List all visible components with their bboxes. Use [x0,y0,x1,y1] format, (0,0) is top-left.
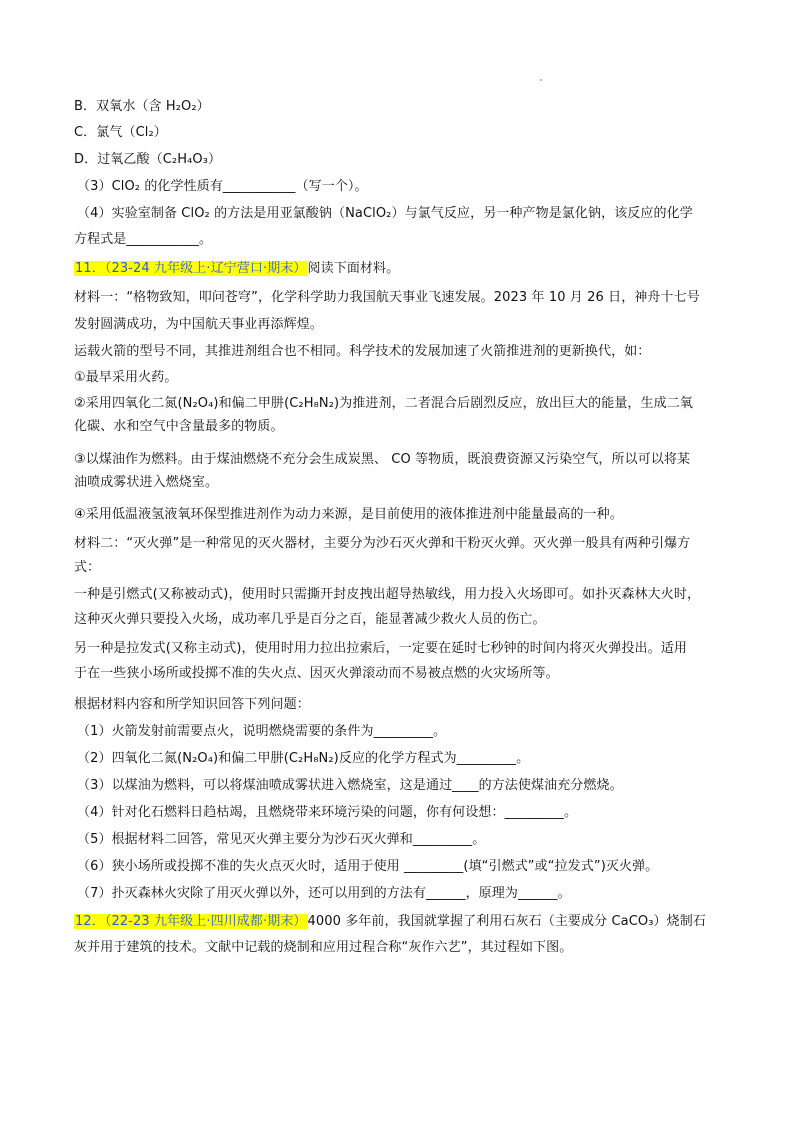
option-b: B．双氧水（含 H₂O₂） [74,99,210,114]
material-line: 运载火箭的型号不同，其推进剂组合也不相同。科学技术的发展加速了火箭推进剂的更新换代，如： [74,344,651,359]
material-line: 这种灭火弹只要投入火场，成功率几乎是百分之百，能显著减少救火人员的伤亡。 [74,612,546,627]
material-line: ①最早采用火药。 [74,370,178,385]
question-10-4-cont: 方程式是___________。 [74,232,213,247]
material-line: ③以煤油作为燃料。由于煤油燃烧不充分会生成炭黑、 CO 等物质，既浪费资源又污染空气，所以可以将某 [74,452,691,467]
material-line: 于在一些狭小场所或投掷不准的失火点、因灭火弹滚动而不易被点燃的火灾场所等。 [74,666,559,681]
question-11-1: （1）火箭发射前需要点火，说明燃烧需要的条件为_________。 [77,724,447,739]
question-11-5: （5）根据材料二回答，常见灭火弹主要分为沙石灭火弹和_________。 [77,832,486,847]
question-11-3: （3）以煤油为燃料，可以将煤油喷成雾状进入燃烧室，这是通过____的方法使煤油充分燃烧。 [77,778,623,793]
question-11-6: （6）狭小场所或投掷不准的失火点灭火时，适用于使用 _________(填“引燃式”或“拉发式”)灭火弹。 [77,859,659,874]
option-c: C．氯气（Cl₂） [74,125,167,140]
question-12-text-cont: 灰并用于建筑的技术。文献中记载的烧制和应用过程合称“灰作六艺”，其过程如下图。 [74,940,573,955]
material-line: 一种是引燃式(又称被动式)，使用时只需撕开封皮拽出超导热敏线，用力投入火场即可。如扑灭森林大火时， [74,587,701,602]
question-12-text: 4000 多年前，我国就掌握了利用石灰石（主要成分 CaCO₃）烧制石 [307,914,706,929]
material-line: 油喷成雾状进入燃烧室。 [74,475,219,490]
question-11-header [74,261,399,277]
material-line: 根据材料内容和所学知识回答下列问题： [74,697,310,712]
material-line: 材料二：“灭火弹”是一种常见的灭火器材，主要分为沙石灭火弹和干粉灭火弹。灭火弹一般具有两种引爆方 [74,536,691,551]
option-d: D．过氧乙酸（C₂H₄O₃） [74,152,222,167]
question-10-3: （3）ClO₂ 的化学性质有___________（写一个）。 [77,179,368,194]
question-11-4: （4）针对化石燃料日趋枯竭，且燃烧带来环境污染的问题，你有何设想：_________。 [77,805,578,820]
question-11-7: （7）扑灭森林火灾除了用灭火弹以外，还可以用到的方法有______，原理为______。 [77,886,571,901]
question-11-label: 11．（23-24 九年级上·辽宁营口·期末） [75,261,307,276]
scan-dot [540,79,542,81]
material-line: 发射圆满成功，为中国航天事业再添辉煌。 [74,317,323,332]
material-line: ②采用四氧化二氮(N₂O₄)和偏二甲肼(C₂H₈N₂)为推进剂，二者混合后剧烈反应，放出巨大的能量，生成二氧 [74,396,693,411]
material-line: 另一种是拉发式(又称主动式)，使用时用力拉出拉索后，一定要在延时七秒钟的时间内将灭火弹投出。适用 [74,641,687,656]
material-line: 材料一：“格物致知，叩问苍穹”，化学科学助力我国航天事业飞速发展。2023 年 10 月 26 日，神舟十七号 [74,290,700,305]
question-10-4: （4）实验室制备 ClO₂ 的方法是用亚氯酸钠（NaClO₂）与氯气反应，另一种产物是氯化钠，该反应的化学 [77,206,693,221]
question-11-text: 阅读下面材料。 [307,261,400,276]
material-line: ④采用低温液氢液氧环保型推进剂作为动力来源，是目前使用的液体推进剂中能量最高的一种。 [74,507,623,522]
question-12-header [74,914,706,930]
question-11-2: （2）四氧化二氮(N₂O₄)和偏二甲肼(C₂H₈N₂)反应的化学方程式为_________。 [77,751,530,766]
material-line: 化碳、水和空气中含量最多的物质。 [74,419,284,434]
question-12-label: 12．（22-23 九年级上·四川成都·期末） [75,914,307,929]
material-line: 式： [74,560,101,575]
